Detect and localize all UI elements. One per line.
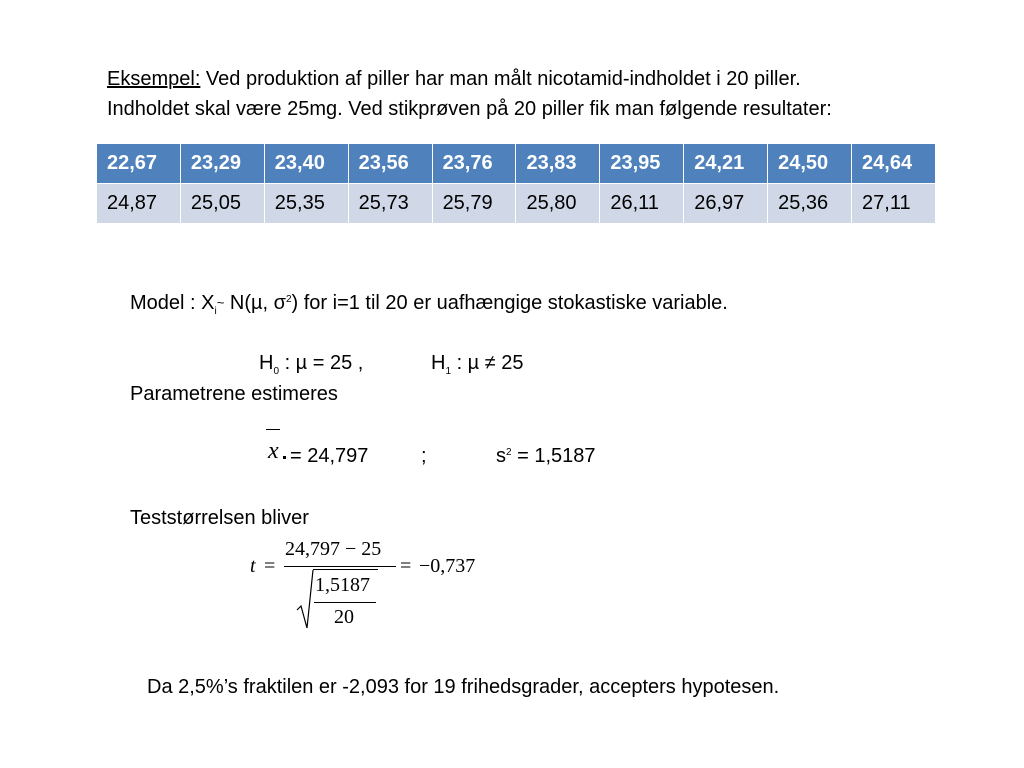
model-prefix: Model : X	[130, 292, 215, 314]
intro-line-2: Indholdet skal være 25mg. Ved stikprøven på 20 piller fik man følgende resultater:	[107, 98, 832, 120]
model-text-a: N(µ, σ	[224, 292, 286, 314]
results-table	[96, 143, 936, 224]
conclusion-text: Da 2,5%’s fraktilen er -2,093 for 19 frihedsgrader, accepters hypotesen.	[147, 676, 780, 698]
xbar-overline	[266, 429, 280, 430]
square-root-icon	[296, 568, 316, 630]
main-fraction-bar	[284, 566, 396, 567]
h0-symbol: H	[259, 352, 274, 374]
table-cell: 22,67	[97, 144, 181, 184]
xbar-dot	[283, 456, 286, 459]
tilde-symbol: ~	[216, 295, 225, 310]
estimates-separator: ;	[421, 445, 427, 467]
table-row	[97, 144, 936, 184]
table-cell: 25,05	[180, 184, 264, 224]
equals-sign: =	[264, 555, 276, 577]
example-label: Eksempel:	[107, 68, 201, 90]
table-cell: 23,29	[180, 144, 264, 184]
table-cell: 23,76	[432, 144, 516, 184]
intro-line-1-rest: Ved produktion af piller har man målt nicotamid-indholdet i 20 piller.	[200, 68, 801, 90]
table-cell: 25,79	[432, 184, 516, 224]
s-symbol: s	[496, 445, 506, 467]
table-cell: 24,21	[684, 144, 768, 184]
test-heading: Teststørrelsen bliver	[130, 507, 309, 529]
h1-symbol: H	[431, 352, 446, 374]
inner-fraction-bar	[314, 602, 376, 603]
model-line	[130, 290, 728, 320]
table-cell: 24,87	[97, 184, 181, 224]
table-cell: 24,50	[768, 144, 852, 184]
h1-text: : µ ≠ 25	[451, 352, 524, 374]
superscript-2: 2	[285, 294, 292, 305]
table-cell: 23,83	[516, 144, 600, 184]
table-cell: 25,36	[768, 184, 852, 224]
table-cell: 24,64	[852, 144, 936, 184]
table-cell: 23,40	[264, 144, 348, 184]
table-cell: 26,97	[684, 184, 768, 224]
hypothesis-h0	[259, 350, 363, 380]
model-text-b: ) for i=1 til 20 er uafhængige stokastiske variable.	[291, 292, 728, 314]
table-cell: 27,11	[852, 184, 936, 224]
xbar-value: = 24,797	[290, 445, 369, 467]
table-cell: 25,35	[264, 184, 348, 224]
h0-text: : µ = 25 ,	[279, 352, 364, 374]
table-cell: 26,11	[600, 184, 684, 224]
table-row	[97, 184, 936, 224]
s-superscript: 2	[506, 447, 512, 458]
table-cell: 25,80	[516, 184, 600, 224]
table-cell: 23,56	[348, 144, 432, 184]
xbar-symbol: x	[268, 438, 279, 464]
s-value: = 1,5187	[511, 445, 596, 467]
subscript-0: 0	[273, 366, 280, 377]
table-cell: 23,95	[600, 144, 684, 184]
table-cell: 25,73	[348, 184, 432, 224]
variance-estimate	[496, 443, 596, 473]
intro-text	[107, 64, 832, 124]
inner-numerator: 1,5187	[315, 574, 370, 596]
subscript-1: 1	[445, 366, 452, 377]
intro-line-1	[107, 64, 832, 94]
t-result: −0,737	[419, 555, 476, 577]
subscript-i: i	[214, 306, 217, 317]
root-overline	[313, 569, 378, 570]
numerator: 24,797 − 25	[285, 538, 382, 560]
t-symbol: t	[250, 555, 256, 577]
hypothesis-h1	[431, 350, 524, 380]
equals-sign-2: =	[400, 555, 412, 577]
inner-denominator: 20	[334, 606, 354, 628]
estimates-heading: Parametrene estimeres	[130, 383, 338, 405]
